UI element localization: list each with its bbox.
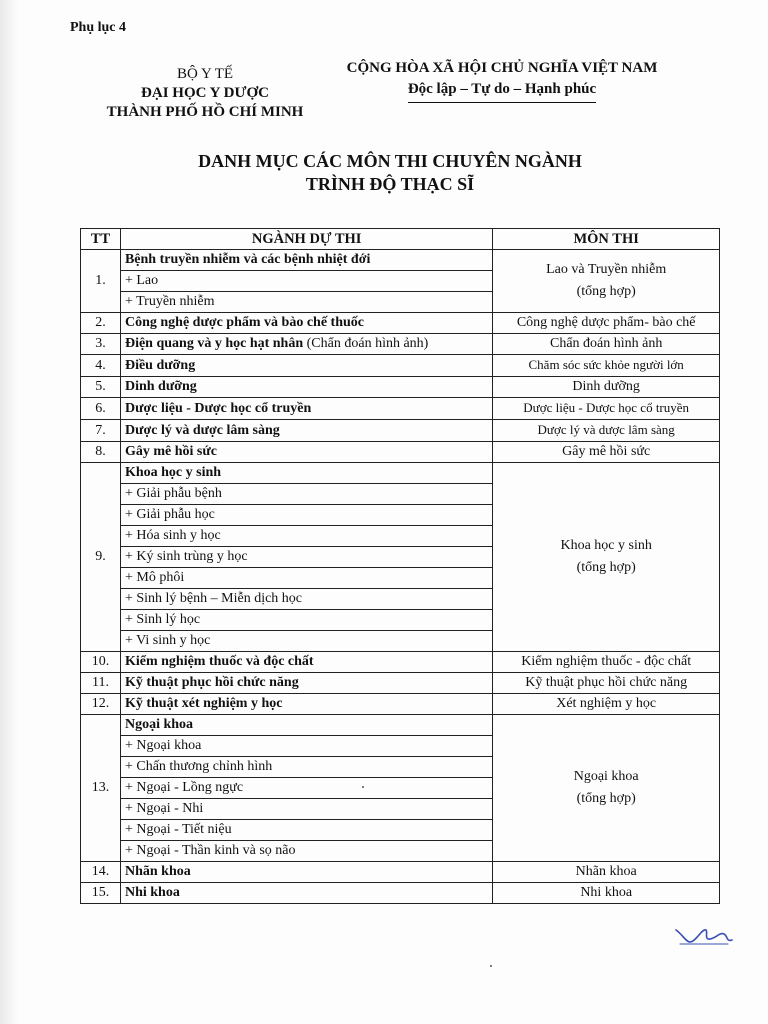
table-header-row — [81, 229, 720, 250]
national-motto — [318, 58, 686, 103]
exam-subject: Khoa học y sinh (tổng hợp) — [493, 463, 720, 652]
table-row — [81, 862, 720, 883]
sub-field: + Ngoại - Thần kinh và sọ não — [120, 841, 492, 862]
sub-field: + Sinh lý học — [120, 610, 492, 631]
sub-field: + Ngoại - Nhi — [120, 799, 492, 820]
university-city: THÀNH PHỐ HỒ CHÍ MINH — [106, 104, 304, 120]
table-row — [81, 673, 720, 694]
sub-field: + Sinh lý bệnh – Miễn dịch học — [120, 589, 492, 610]
field-name-cell — [120, 334, 492, 355]
university-name: ĐẠI HỌC Y DƯỢC — [141, 85, 269, 101]
table-row — [81, 355, 720, 377]
sub-field: + Hóa sinh y học — [120, 526, 492, 547]
field-name: Điều dưỡng — [120, 355, 492, 377]
field-name: Dược lý và dược lâm sàng — [120, 420, 492, 442]
sub-field: + Ngoại - Lồng ngực — [120, 778, 492, 799]
row-number: 1. — [81, 250, 121, 313]
sub-field: + Vi sinh y học — [120, 631, 492, 652]
field-name: Ngoại khoa — [120, 715, 492, 736]
table-row — [81, 715, 720, 736]
title-line-1: DANH MỤC CÁC MÔN THI CHUYÊN NGÀNH — [198, 151, 582, 171]
header-exam: MÔN THI — [493, 229, 720, 250]
initials-signature — [672, 920, 734, 948]
sub-field: + Chấn thương chỉnh hình — [120, 757, 492, 778]
sub-field: + Giải phẫu bệnh — [120, 484, 492, 505]
row-number: 10. — [81, 652, 121, 673]
field-name: Khoa học y sinh — [120, 463, 492, 484]
row-number: 9. — [81, 463, 121, 652]
sub-field: + Ngoại khoa — [120, 736, 492, 757]
issuing-organization — [85, 65, 325, 122]
table-row — [81, 883, 720, 904]
exam-subject: Kỹ thuật phục hồi chức năng — [493, 673, 720, 694]
table-row — [81, 652, 720, 673]
scan-edge-shadow — [0, 0, 18, 1024]
republic-name: CỘNG HÒA XÃ HỘI CHỦ NGHĨA VIỆT NAM — [346, 60, 658, 76]
row-number: 15. — [81, 883, 121, 904]
exam-subject: Xét nghiệm y học — [493, 694, 720, 715]
header-field: NGÀNH DỰ THI — [120, 229, 492, 250]
row-number: 2. — [81, 313, 121, 334]
table-row — [81, 313, 720, 334]
field-name: Dinh dưỡng — [120, 377, 492, 398]
table-row — [81, 463, 720, 484]
field-name: Nhi khoa — [120, 883, 492, 904]
document-title — [120, 150, 660, 196]
field-name: Dược liệu - Dược học cổ truyền — [120, 398, 492, 420]
row-number: 7. — [81, 420, 121, 442]
exam-subject-cell — [493, 420, 720, 442]
sub-field: + Giải phẫu học — [120, 505, 492, 526]
exam-subjects-table — [80, 228, 720, 904]
field-name: Kỹ thuật phục hồi chức năng — [120, 673, 492, 694]
row-number: 5. — [81, 377, 121, 398]
exam-subject: Dinh dưỡng — [493, 377, 720, 398]
header-tt: TT — [81, 229, 121, 250]
sub-field: + Ngoại - Tiết niệu — [120, 820, 492, 841]
exam-subject: Chẩn đoán hình ảnh — [493, 334, 720, 355]
field-name: Kiểm nghiệm thuốc và độc chất — [120, 652, 492, 673]
row-number: 6. — [81, 398, 121, 420]
table-row — [81, 420, 720, 442]
sub-field: + Truyền nhiễm — [120, 292, 492, 313]
exam-subject: Công nghệ dược phẩm- bào chế — [493, 313, 720, 334]
table-row — [81, 398, 720, 420]
row-number: 11. — [81, 673, 121, 694]
field-name: Công nghệ dược phẩm và bào chế thuốc — [120, 313, 492, 334]
row-number: 3. — [81, 334, 121, 355]
scan-speck — [490, 965, 492, 967]
sub-field: + Lao — [120, 271, 492, 292]
exam-subject: Dược liệu - Dược học cổ truyền — [523, 400, 690, 415]
table-row — [81, 334, 720, 355]
exam-subject: Dược lý và dược lâm sàng — [537, 422, 675, 437]
appendix-label: Phụ lục 4 — [70, 20, 127, 35]
motto-line: Độc lập – Tự do – Hạnh phúc — [408, 79, 596, 103]
exam-subject: Ngoại khoa (tổng hợp) — [493, 715, 720, 862]
table-row — [81, 442, 720, 463]
field-name: Nhãn khoa — [120, 862, 492, 883]
exam-subject: Nhi khoa — [493, 883, 720, 904]
exam-subject: Kiểm nghiệm thuốc - độc chất — [493, 652, 720, 673]
row-number: 4. — [81, 355, 121, 377]
exam-subject: Chăm sóc sức khỏe người lớn — [528, 357, 684, 372]
exam-subject: Lao và Truyền nhiễm (tổng hợp) — [493, 250, 720, 313]
field-name: Điện quang và y học hạt nhân — [124, 336, 304, 351]
field-name: Bệnh truyền nhiễm và các bệnh nhiệt đới — [120, 250, 492, 271]
exam-subject-cell — [493, 355, 720, 377]
field-note: (Chẩn đoán hình ảnh) — [306, 336, 429, 351]
table-row — [81, 377, 720, 398]
field-name: Kỹ thuật xét nghiệm y học — [120, 694, 492, 715]
exam-subject: Nhãn khoa — [493, 862, 720, 883]
exam-subject: Gây mê hồi sức — [493, 442, 720, 463]
ministry-name: BỘ Y TẾ — [176, 66, 234, 82]
row-number: 12. — [81, 694, 121, 715]
title-line-2: TRÌNH ĐỘ THẠC SĨ — [305, 174, 475, 194]
row-number: 14. — [81, 862, 121, 883]
table-row — [81, 694, 720, 715]
scan-speck — [362, 786, 364, 788]
table-row — [81, 250, 720, 271]
sub-field: + Ký sinh trùng y học — [120, 547, 492, 568]
row-number: 13. — [81, 715, 121, 862]
exam-subject-cell — [493, 398, 720, 420]
field-name: Gây mê hồi sức — [120, 442, 492, 463]
sub-field: + Mô phôi — [120, 568, 492, 589]
row-number: 8. — [81, 442, 121, 463]
